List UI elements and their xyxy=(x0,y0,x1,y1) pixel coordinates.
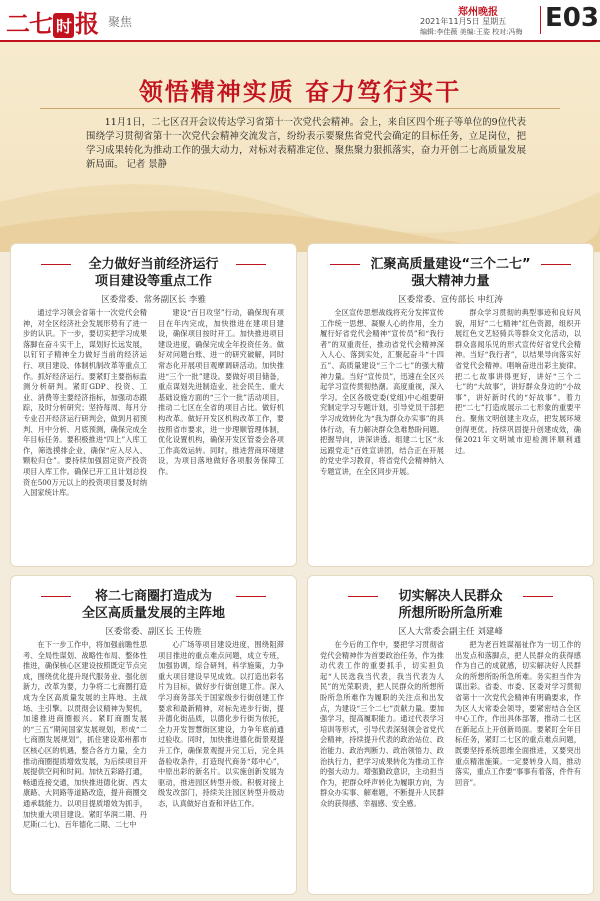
article-author: 区人大常委会副主任 刘建峰 xyxy=(398,627,503,637)
title-box: 时 xyxy=(53,13,74,38)
article-text: 把为老百姓谋福祉作为一切工作的出发点和落脚点，把人民群众的获得感作为自己的成就感，切实解决好人民群众的所想所盼所急所难。务实担当作为谋出彩。省委、市委、区委对学习贯彻省第十一次党代会精神有明确要求，作为区人大常委会领导，要紧密结合全区中心工作，作出具体部署，推动二七区在新起点上开创新局面。要紧盯全年目标任务，紧盯二七区的重点难点问题，既要坚持系统思维全面推进，又要突出重点精准施策。一定要转身入局，推动落实，重点工作要“事事有着落，件件有回音”。 xyxy=(455,640,581,787)
title-flourish-right xyxy=(541,264,571,265)
article-column-2 xyxy=(158,640,284,886)
editors-credit: 编辑:李佳薇 美编:王姿 校对:冯梅 xyxy=(420,28,523,36)
title-flourish-left xyxy=(41,264,71,265)
article-text: 建设“百日攻坚”行动，确保现有项目在年内完成，加快推进在建项目建设，确保项目按时开工。加快推进项目建设进度，确保完成全年投资任务。做好对问题台账、进一的研究破解，同时常态化开展项目观摩调研活动。加快推进“三个一批”建设。要做好项目储备，重点谋划先进制造业、社会民生、重大基础设施方面的“三个一批”活动项目，推动二七区在全省的项目占比。做好机构改革。做好开发区机构改革工作，要按照省市要求，进一步理顺管理体制，优化设置机构，确保开发区管委会各项工作高效运转。同时，推进营商环境建设，为项目落地做好各项服务保障工作。 xyxy=(158,308,284,476)
article-title-line2: 强大精神力量 xyxy=(411,274,490,289)
article-title-line2: 全区高质量发展的主阵地 xyxy=(81,606,225,621)
article-author: 区委常委、副区长 王传胜 xyxy=(105,627,202,637)
issue-date: 2021年11月5日 星期五 xyxy=(420,17,507,26)
article-text: 在今后的工作中，要把学习贯彻省党代会精神作为首要政治任务，作为推动代表工作的重要抓手，切实担负起“人民选我当代表，我当代表为人民”的光荣职责，把人民群众的所想所盼所急所难作为履职的关注点和出发点，为建设“三个二七”贡献力量。要加强学习，提高履职能力。通过代表学习培训等形式，引导代表深刻领会省党代会精神，持续提升代表的政治站位、政治能力、政治判断力、政治领悟力、政治执行力，把学习成果转化为推动工作的强大动力。增强勤政意识，主动担当作为，把群众呼声转化为履职方向，为群众办实事、解难题，不断提升人民群众的获得感、幸福感、安全感。 xyxy=(320,640,444,808)
article-column-1 xyxy=(320,640,444,886)
title-flourish-left xyxy=(41,596,71,597)
hero-banner xyxy=(0,42,600,252)
article-title-line2: 项目建设等重点工作 xyxy=(94,274,212,289)
article-author: 区委常委、常务副区长 李雅 xyxy=(101,295,206,305)
article-text: 通过学习领会省第十一次党代会精神，对全区经济社会发展形势有了进一步的认识。下一步，要切实把学习成果落脚在奋斗实干上，谋划好长远发展，以钉钉子精神全力做好当前的经济运行、项目建设、体制机制改革等重点工作。抓好经济运行。要紧盯主要指标监测分析研判。紧盯GDP、投资、工业、消费等主要经济指标，加强动态跟踪，及时分析研究；坚持每周、每月分专业召开经济运行研判会，做到月初预判、月中分析、月底预测，确保完成全年目标任务。要积极推进“四上”入库工作，筛选摸排企业，确保“应入尽入、颗粒归仓”。要持续加强固定资产投资项目入库工作。确保已开工且计划总投资在500万元以上的投资项目要及时纳入国家统计库。 xyxy=(23,308,147,498)
article-card-liu-jianfeng xyxy=(307,575,594,895)
article-author: 区委常委、宣传部长 申红涛 xyxy=(398,295,503,305)
title-flourish-left xyxy=(348,596,378,597)
article-text: 全区宣传思想战线将充分发挥宣传工作统一思想、凝聚人心的作用，全力履行好省党代会精神“宣传员”和“我行者”的双重责任，推动省党代会精神深入人心、落到实处，汇聚起奋斗“十四五”、高质量建设“三个二七”的强大精神力量。当好“宣传员”，迅速在全区兴起学习宣传贯彻热潮。高度重视，深入学习。全区各级党委(党组)中心组要研究制定学习专题计划，引导党员干部把学习成效转化为“我为群众办实事”的具体行动，有力解决群众急难愁盼问题。把握导向，讲深讲透。组建二七区“永远跟党走”百姓宣讲团，结合正在开展的党史学习教育，将省党代会精神纳入专题宣讲，在全区同步开展。 xyxy=(320,308,444,476)
title-flourish-right xyxy=(236,596,266,597)
article-title-line1: 切实解决人民群众 xyxy=(398,589,503,604)
headline-rule xyxy=(40,108,560,109)
masthead xyxy=(0,0,600,42)
masthead-divider xyxy=(540,6,541,34)
article-column-1 xyxy=(320,308,444,558)
article-card-wang-chuansheng xyxy=(10,575,297,895)
article-column-1 xyxy=(23,640,147,886)
title-flourish-right xyxy=(523,596,553,597)
article-column-2 xyxy=(455,640,581,886)
article-column-2 xyxy=(455,308,581,558)
article-title-line2: 所想所盼所急所难 xyxy=(398,606,503,621)
article-title-line1: 全力做好当前经济运行 xyxy=(88,257,219,272)
section-label: 聚焦 xyxy=(108,15,133,29)
article-text: 心广场等项目建设进度，围绕阻滞项目推进的重点难点问题，成立专班，加强协调，综合研判，科学施策，力争重大项目建设早见成效。以打造出彩名片为目标，做好步行街创建工作。深入学习商务部关于国家级步行街创建工作要求和最新精神，对标先进步行街，提升德化街品质，以德化步行街为依托，全力开发智慧街区建设，力争年底前通过验收。同时，加快推进德化街景观提升工作，确保景观提升完工后，完全具备验收条件，打造现代商务“郑中心”，中原出彩的新名片。以实施创新发展为驱动，推进园区转型升级。积极对接上级发改部门，持续关注园区转型升级动态，认真做好自查和评估工作。 xyxy=(158,640,284,808)
newspaper-logo: 郑州晚报 xyxy=(458,7,498,18)
article-column-1 xyxy=(23,308,147,558)
main-headline: 领悟精神实质 奋力笃行实干 xyxy=(138,78,462,106)
title-part-b: 报 xyxy=(75,10,99,38)
page-number: E03 xyxy=(545,3,599,33)
lead-paragraph: 11月1日，二七区召开会议传达学习省第十一次党代会精神。会上，来自区四个班子等单位的9位代表围绕学习贯彻省第十一次党代会精神交流发言，纷纷表示要聚焦省党代会确定的目标任务，立足岗位，把学习成果转化为推动工作的强大动力，对标对表精准定位、聚焦聚力狠抓落实，奋力开创二七高质量发展新局面。 记者 景静 xyxy=(86,117,526,170)
article-text: 群众学习贯彻的典型事迹和良好风貌，用好“二七精神”红色资源，组织开展红色文艺轻骑兵等群众文化活动，以群众喜闻乐见的形式宣传好省党代会精神。当好“我行者”，以结果导向落实好省党代会精神。唱响奋进出彩主旋律。把二七故事讲得更好，讲好“三个二七”的“大故事”，讲好群众身边的“小故事”，讲好新时代的“好故事”。着力把“二七”打造成展示二七形象的重要平台。聚焦文明创建主攻点，把发展环境创得更优。持续巩固提升创建成效，确保2021年文明城市迎检测评顺利通过。 xyxy=(455,308,581,455)
article-title-line1: 将二七商圈打造成为 xyxy=(94,589,212,604)
title-flourish-right xyxy=(236,264,266,265)
article-card-li-ya xyxy=(10,243,297,567)
title-flourish-left xyxy=(330,264,360,265)
article-title-line1: 汇聚高质量建设“三个二七” xyxy=(370,257,531,272)
article-text: 在下一步工作中，将加强前瞻性思考、全局性谋划、战略性布局、整体性推进，确保核心区建设按照既定节点完成，围绕优化提升现代服务业、强化创新力，改革为要，力争将二七商圈打造成为全区高质量发展的主阵地、主战场、主引擎。以贯彻会议精神为契机，加速推进商圈振兴。紧盯商圈发展的“三五”期间国家发展规划，形成“二七商圈发展规划”，抓住建设郑州都市区核心区的机遇，整合各方力量，全力推动商圈提质增效发展，为后续项目开展提供空间和时间。加快五彩路打通，畅通连接交通，加快推进德化街、西太康路、大同路等道路改造，提升商圈交通承载能力。以项目提质增效为抓手，加快重大项目建设。紧盯华润二期、丹尼斯(二七)、百年德化二期、二七中 xyxy=(23,640,147,830)
newspaper-title xyxy=(6,4,98,39)
title-part-a: 二七 xyxy=(6,10,52,38)
article-column-2 xyxy=(158,308,284,558)
article-card-shen-hongtao xyxy=(307,243,594,567)
